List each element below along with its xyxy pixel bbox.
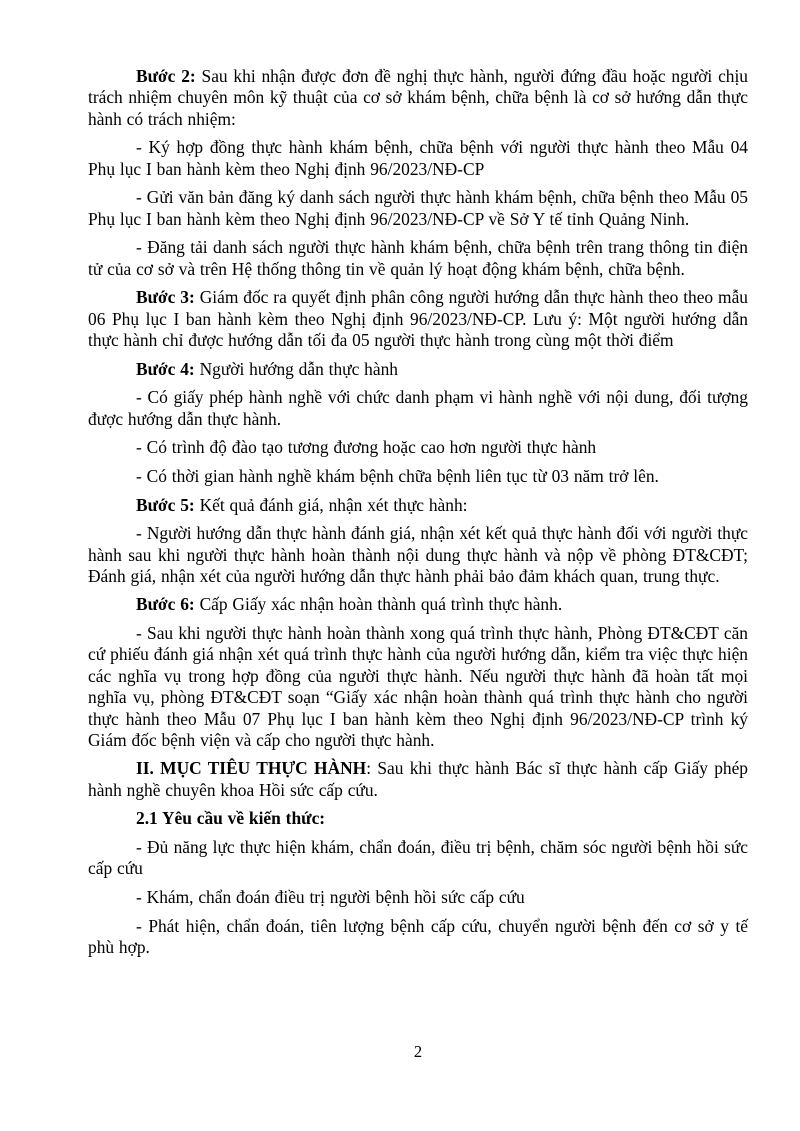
para-step-5-item-evaluation [88, 523, 748, 587]
step-3-label: Bước 3: [136, 287, 195, 308]
para-step-2-heading [88, 66, 748, 130]
item-text: - Ký hợp đồng thực hành khám bệnh, chữa bệnh với người thực hành theo Mẫu 04 Phụ lục I ban hành kèm theo Nghị định 96/2023/NĐ-CP [88, 137, 748, 179]
item-text: - Khám, chẩn đoán điều trị người bệnh hồi sức cấp cứu [136, 887, 525, 908]
step-6-text: Cấp Giấy xác nhận hoàn thành quá trình thực hành. [194, 594, 563, 615]
para-section-2-heading [88, 758, 748, 801]
section-2-text: : Sau khi thực hành Bác sĩ thực hành cấp Giấy phép hành nghề chuyên khoa Hồi sức cấp cứu. [88, 758, 748, 800]
step-3-text: Giám đốc ra quyết định phân công người hướng dẫn thực hành theo theo mẫu 06 Phụ lục I ban hành kèm theo Nghị định 96/2023/NĐ-CP. Lưu ý: Một người hướng dẫn thực hành chỉ được hướng dẫn tối đa 05 người thực hành trong cùng một thời điểm [88, 287, 748, 350]
para-step-4 [88, 359, 748, 380]
para-step-5 [88, 495, 748, 516]
para-knowledge-item-prognosis [88, 916, 748, 959]
step-5-label: Bước 5: [136, 494, 195, 515]
subsection-2-1-label: 2.1 Yêu cầu về kiến thức: [136, 808, 326, 829]
para-step-2-item-contract [88, 137, 748, 180]
para-step-3 [88, 287, 748, 351]
item-text: - Đăng tải danh sách người thực hành khám bệnh, chữa bệnh trên trang thông tin điện tử của cơ sở và trên Hệ thống thông tin về quản lý hoạt động khám bệnh, chữa bệnh. [88, 237, 748, 279]
para-step-2-item-publish [88, 237, 748, 280]
para-knowledge-item-capacity [88, 837, 748, 880]
para-step-6 [88, 594, 748, 615]
page-number: 2 [413, 1042, 423, 1061]
para-subsection-2-1-heading [88, 808, 748, 829]
step-4-label: Bước 4: [136, 358, 195, 379]
item-text: - Đủ năng lực thực hiện khám, chẩn đoán, điều trị bệnh, chăm sóc người bệnh hồi sức cấp cứu [88, 837, 748, 879]
section-2-label: II. MỤC TIÊU THỰC HÀNH [136, 758, 367, 779]
para-step-4-item-experience [88, 466, 748, 487]
item-text: - Phát hiện, chẩn đoán, tiên lượng bệnh cấp cứu, chuyển người bệnh đến cơ sở y tế phù hợp. [88, 915, 748, 958]
para-step-2-item-register [88, 187, 748, 230]
item-text: - Có thời gian hành nghề khám bệnh chữa bệnh liên tục từ 03 năm trở lên. [136, 465, 659, 486]
step-4-text: Người hướng dẫn thực hành [194, 358, 398, 379]
step-6-label: Bước 6: [136, 594, 195, 615]
item-text: - Sau khi người thực hành hoàn thành xong quá trình thực hành, Phòng ĐT&CĐT căn cứ phiếu đánh giá nhận xét quá trình thực hành của người hướng dẫn, kiểm tra việc thực hiện các nghĩa vụ trong hợp đồng của người thực hành. Nếu người thực hành đã hoàn tất mọi nghĩa vụ, phòng ĐT&CĐT soạn “Giấy xác nhận hoàn thành quá trình thực hành cho người thực hành theo Mẫu 07 Phụ lục I ban hành kèm theo Nghị định 96/2023/NĐ-CP trình ký Giám đốc bệnh viện và cấp cho người thực hành. [88, 623, 748, 750]
item-text: - Người hướng dẫn thực hành đánh giá, nhận xét kết quả thực hành đối với người thực hành sau khi người thực hành hoàn thành nội dung thực hành và nộp về phòng ĐT&CĐT; Đánh giá, nhận xét của người hướng dẫn thực hành phải bảo đảm khách quan, trung thực. [88, 523, 748, 586]
step-5-text: Kết quả đánh giá, nhận xét thực hành: [194, 494, 468, 515]
para-step-6-item-certificate [88, 623, 748, 751]
item-text: - Có trình độ đào tạo tương đương hoặc cao hơn người thực hành [136, 437, 597, 458]
item-text: - Có giấy phép hành nghề với chức danh phạm vi hành nghề với nội dung, đối tượng được hướng dẫn thực hành. [88, 387, 748, 429]
document-content [88, 66, 748, 966]
step-2-text: Sau khi nhận được đơn đề nghị thực hành, người đứng đầu hoặc người chịu trách nhiệm chuyên môn kỹ thuật của cơ sở khám bệnh, chữa bệnh là cơ sở hướng dẫn thực hành có trách nhiệm: [88, 66, 749, 129]
step-2-label: Bước 2: [136, 66, 196, 86]
item-text: - Gửi văn bản đăng ký danh sách người thực hành khám bệnh, chữa bệnh theo Mẫu 05 Phụ lục I ban hành kèm theo Nghị định 96/2023/NĐ-CP về Sở Y tế tỉnh Quảng Ninh. [88, 187, 748, 229]
para-step-4-item-education [88, 437, 748, 458]
para-step-4-item-license [88, 387, 748, 430]
para-knowledge-item-treatment [88, 887, 748, 908]
